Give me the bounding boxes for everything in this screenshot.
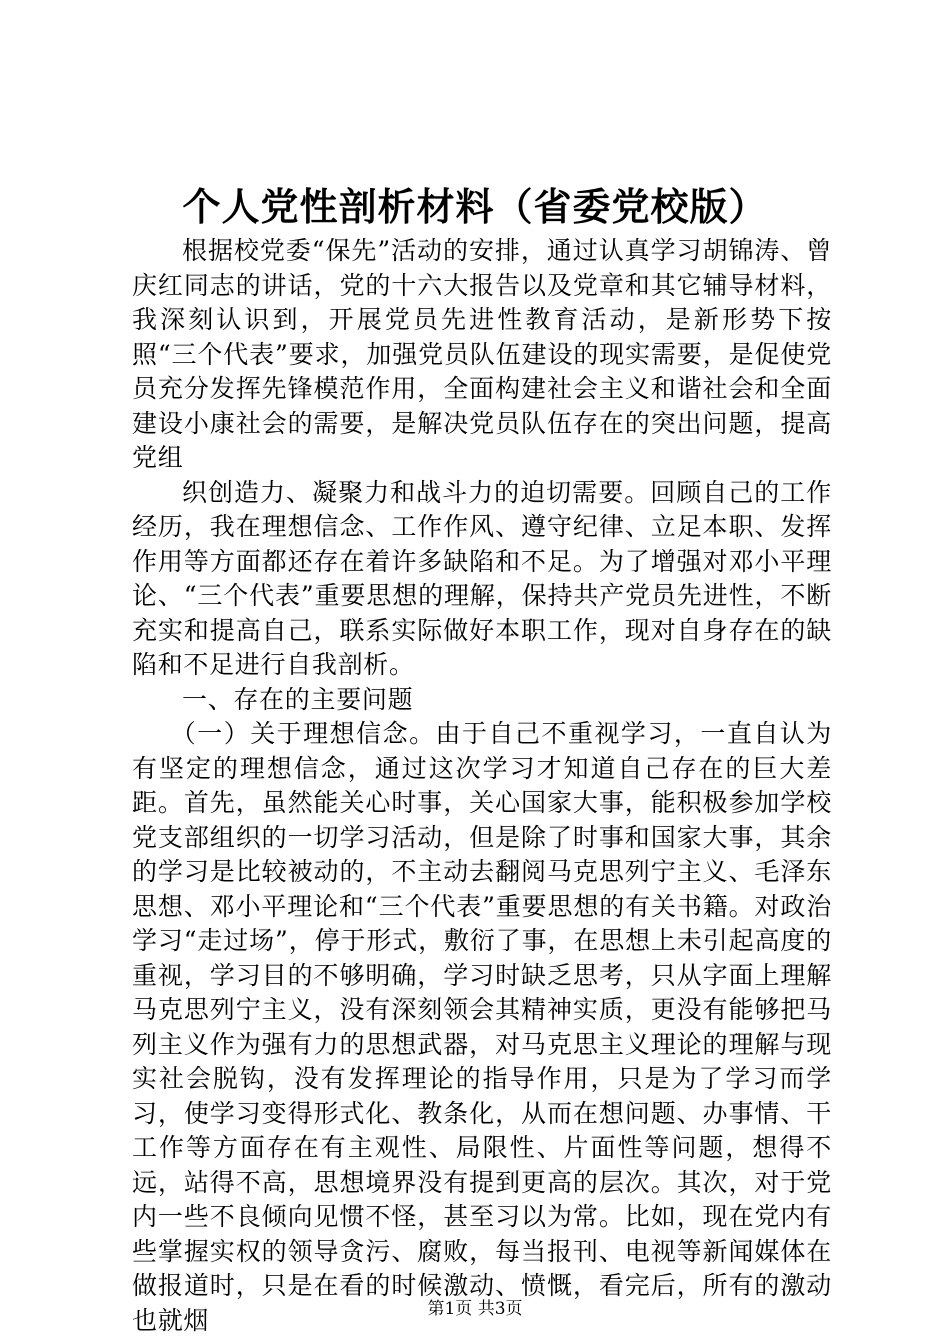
paragraph-ideals: （一）关于理想信念。由于自己不重视学习，一直自认为有坚定的理想信念，通过这次学习才知道自己存在的巨大差距。首先，虽然能关心时事，关心国家大事，能积极参加学校党支部组织的一切学习活动，但是除了时事和国家大事，其余的学习是比较被动的，不主动去翻阅马克思列宁主义、毛泽东思想、邓小平理论和“三个代表”重要思想的有关书籍。对政治学习“走过场”，停于形式，敷衍了事，在思想上未引起高度的重视，学习目的不够明确，学习时缺乏思考，只从字面上理解马克思列宁主义，没有深刻领会其精神实质，更没有能够把马列主义作为强有力的思想武器，对马克思主义理论的理解与现实社会脱钩，没有发挥理论的指导作用，只是为了学习而学习，使学习变得形式化、教条化，从而在想问题、办事情、干工作等方面存在有主观性、局限性、片面性等问题，想得不远，站得不高，思想境界没有提到更高的层次。其次，对于党内一些不良倾向见惯不怪，甚至习以为常。比如，现在党内有些掌握实权的领导贪污、腐败，每当报刊、电视等新闻媒体在做报道时，只是在看的时候激动、愤慨，看完后，所有的激动也就烟 [132,719,832,1335]
section-heading: 一、存在的主要问题 [182,684,414,714]
paragraph-intro: 根据校党委“保先”活动的安排，通过认真学习胡锦涛、曾庆红同志的讲话，党的十六大报告以及党章和其它辅导材料，我深刻认识到，开展党员先进性教育活动，是新形势下按照“三个代表”要求，加强党员队伍建设的现实需要，是促使党员充分发挥先锋模范作用，全面构建社会主义和谐社会和全面建设小康社会的需要，是解决党员队伍存在的突出问题，提高党组 [132,236,832,472]
page-footer: 第1页 共3页 [427,1299,523,1319]
paragraph-continuation: 织创造力、凝聚力和战斗力的迫切需要。回顾自己的工作经历，我在理想信念、工作作风、遵守纪律、立足本职、发挥作用等方面都还存在着许多缺陷和不足。为了增强对邓小平理论、“三个代表”重要思想的理解，保持共产党员先进性，不断充实和提高自己，联系实际做好本职工作，现对自身存在的缺陷和不足进行自我剖析。 [132,477,832,679]
document-title: 个人党性剖析材料（省委党校版） [182,184,768,229]
document-body [132,234,832,1338]
